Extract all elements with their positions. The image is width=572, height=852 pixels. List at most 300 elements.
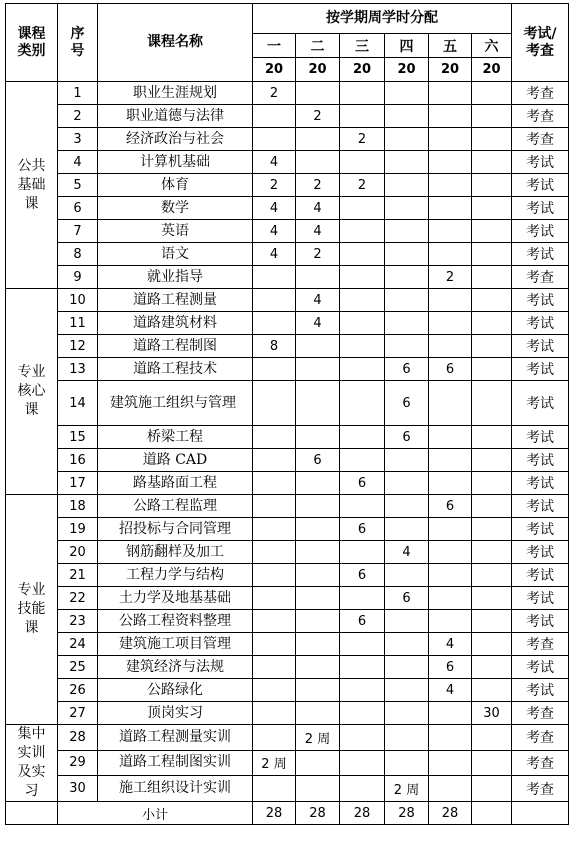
exam-type: 考试: [512, 610, 569, 633]
weekly-hours-cell: [472, 220, 512, 243]
table-row: [6, 197, 569, 220]
weekly-hours-cell: 4: [296, 220, 340, 243]
course-number: 13: [58, 358, 98, 381]
weekly-hours-cell: [340, 702, 385, 725]
weekly-hours-cell: 4: [385, 541, 429, 564]
weekly-hours-cell: 2: [340, 174, 385, 197]
weekly-hours-cell: [472, 518, 512, 541]
exam-type: 考查: [512, 128, 569, 151]
weekly-hours-cell: [340, 381, 385, 426]
semester-weeks: 20: [340, 58, 385, 82]
semester-header: 一: [253, 34, 296, 58]
weekly-hours-cell: 2: [429, 266, 472, 289]
course-name: 公路工程资料整理: [98, 610, 253, 633]
weekly-hours-cell: [429, 426, 472, 449]
weekly-hours-cell: 8: [253, 335, 296, 358]
weekly-hours-cell: [340, 105, 385, 128]
weekly-hours-cell: 4: [253, 151, 296, 174]
exam-type: 考试: [512, 381, 569, 426]
weekly-hours-cell: [385, 472, 429, 495]
weekly-hours-cell: [253, 725, 296, 751]
weekly-hours-cell: [429, 776, 472, 802]
subtotal-hours: 28: [385, 802, 429, 825]
table-row: [6, 702, 569, 725]
course-number: 19: [58, 518, 98, 541]
weekly-hours-cell: 4: [253, 220, 296, 243]
header-semester-group: 按学期周学时分配: [253, 4, 512, 34]
header-seq-label: 序号: [70, 25, 85, 59]
semester-weeks: 20: [472, 58, 512, 82]
weekly-hours-cell: [472, 289, 512, 312]
weekly-hours-cell: [296, 472, 340, 495]
course-name: 职业生涯规划: [98, 82, 253, 105]
weekly-hours-cell: [340, 358, 385, 381]
weekly-hours-cell: 30: [472, 702, 512, 725]
table-row: [6, 105, 569, 128]
weekly-hours-cell: [429, 197, 472, 220]
weekly-hours-cell: [472, 610, 512, 633]
weekly-hours-cell: [429, 151, 472, 174]
weekly-hours-cell: 4: [253, 197, 296, 220]
exam-type: 考试: [512, 518, 569, 541]
course-name: 建筑施工项目管理: [98, 633, 253, 656]
weekly-hours-cell: [385, 266, 429, 289]
table-row: [6, 128, 569, 151]
table-row: [6, 82, 569, 105]
weekly-hours-cell: [385, 174, 429, 197]
weekly-hours-cell: 2: [296, 174, 340, 197]
table-row: [6, 656, 569, 679]
weekly-hours-cell: [340, 541, 385, 564]
table-row: [6, 633, 569, 656]
category-label: 专业核心课: [17, 364, 46, 418]
course-name: 建筑经济与法规: [98, 656, 253, 679]
table-row: [6, 472, 569, 495]
weekly-hours-cell: [296, 151, 340, 174]
exam-type: 考试: [512, 243, 569, 266]
exam-type: 考查: [512, 725, 569, 751]
course-number: 24: [58, 633, 98, 656]
weekly-hours-cell: [253, 449, 296, 472]
weekly-hours-cell: [472, 426, 512, 449]
subtotal-label: 小计: [58, 802, 253, 825]
weekly-hours-cell: [472, 105, 512, 128]
course-name: 招投标与合同管理: [98, 518, 253, 541]
semester-header: 四: [385, 34, 429, 58]
weekly-hours-cell: [296, 564, 340, 587]
weekly-hours-cell: [296, 381, 340, 426]
weekly-hours-cell: [385, 518, 429, 541]
header-category-label: 课程类别: [17, 25, 46, 59]
course-name: 道路建筑材料: [98, 312, 253, 335]
table-row: [6, 426, 569, 449]
table-row: [6, 243, 569, 266]
weekly-hours-cell: [385, 702, 429, 725]
weekly-hours-cell: [429, 587, 472, 610]
weekly-hours-cell: 2 周: [296, 725, 340, 751]
weekly-hours-cell: 2 周: [385, 776, 429, 802]
weekly-hours-cell: [340, 587, 385, 610]
semester-weeks: 20: [253, 58, 296, 82]
weekly-hours-cell: [385, 750, 429, 776]
semester-header: 二: [296, 34, 340, 58]
weekly-hours-cell: [253, 105, 296, 128]
subtotal-hours: 28: [340, 802, 385, 825]
exam-type: 考查: [512, 105, 569, 128]
weekly-hours-cell: [340, 289, 385, 312]
weekly-hours-cell: [296, 82, 340, 105]
header-category: [6, 4, 58, 82]
weekly-hours-cell: [429, 174, 472, 197]
category-cell: [6, 82, 58, 289]
header-row-1: [6, 4, 569, 34]
exam-type: 考试: [512, 335, 569, 358]
weekly-hours-cell: [472, 679, 512, 702]
weekly-hours-cell: [253, 128, 296, 151]
weekly-hours-cell: 2: [296, 243, 340, 266]
weekly-hours-cell: [472, 776, 512, 802]
course-number: 6: [58, 197, 98, 220]
weekly-hours-cell: [472, 564, 512, 587]
course-number: 25: [58, 656, 98, 679]
course-name: 英语: [98, 220, 253, 243]
weekly-hours-cell: [472, 82, 512, 105]
course-number: 30: [58, 776, 98, 802]
weekly-hours-cell: [472, 266, 512, 289]
weekly-hours-cell: [296, 495, 340, 518]
table-row: [6, 449, 569, 472]
weekly-hours-cell: [340, 449, 385, 472]
weekly-hours-cell: [340, 495, 385, 518]
exam-type: 考试: [512, 472, 569, 495]
weekly-hours-cell: [253, 358, 296, 381]
course-number: 14: [58, 381, 98, 426]
weekly-hours-cell: [472, 312, 512, 335]
course-name: 工程力学与结构: [98, 564, 253, 587]
course-name: 道路工程测量实训: [98, 725, 253, 751]
weekly-hours-cell: [472, 750, 512, 776]
weekly-hours-cell: [429, 289, 472, 312]
course-name: 钢筋翻样及加工: [98, 541, 253, 564]
weekly-hours-cell: [385, 679, 429, 702]
weekly-hours-cell: [429, 243, 472, 266]
weekly-hours-cell: [385, 220, 429, 243]
weekly-hours-cell: [472, 541, 512, 564]
weekly-hours-cell: [385, 197, 429, 220]
weekly-hours-cell: 6: [385, 587, 429, 610]
weekly-hours-cell: [296, 633, 340, 656]
weekly-hours-cell: [385, 449, 429, 472]
weekly-hours-cell: [340, 656, 385, 679]
weekly-hours-cell: [429, 312, 472, 335]
table-row: [6, 220, 569, 243]
weekly-hours-cell: 2: [253, 174, 296, 197]
weekly-hours-cell: [472, 174, 512, 197]
course-name: 路基路面工程: [98, 472, 253, 495]
weekly-hours-cell: [253, 776, 296, 802]
table-row: [6, 358, 569, 381]
weekly-hours-cell: [253, 312, 296, 335]
course-number: 9: [58, 266, 98, 289]
exam-type: 考试: [512, 220, 569, 243]
weekly-hours-cell: [429, 518, 472, 541]
exam-type: 考试: [512, 679, 569, 702]
course-number: 11: [58, 312, 98, 335]
weekly-hours-cell: [385, 564, 429, 587]
weekly-hours-cell: [340, 725, 385, 751]
course-number: 16: [58, 449, 98, 472]
weekly-hours-cell: [253, 679, 296, 702]
category-label: 公共基础课: [17, 157, 46, 212]
weekly-hours-cell: [296, 335, 340, 358]
weekly-hours-cell: 6: [340, 564, 385, 587]
table-body: [6, 4, 569, 825]
exam-type: 考试: [512, 151, 569, 174]
weekly-hours-cell: [385, 656, 429, 679]
course-name: 施工组织设计实训: [98, 776, 253, 802]
course-number: 12: [58, 335, 98, 358]
exam-type: 考查: [512, 776, 569, 802]
table-row: [6, 610, 569, 633]
weekly-hours-cell: 2: [253, 82, 296, 105]
course-name: 就业指导: [98, 266, 253, 289]
course-schedule-table: [5, 3, 569, 825]
weekly-hours-cell: [472, 587, 512, 610]
weekly-hours-cell: [429, 750, 472, 776]
course-number: 29: [58, 750, 98, 776]
weekly-hours-cell: 2: [340, 128, 385, 151]
weekly-hours-cell: 6: [385, 381, 429, 426]
weekly-hours-cell: [472, 633, 512, 656]
weekly-hours-cell: [429, 105, 472, 128]
weekly-hours-cell: [253, 702, 296, 725]
course-name: 建筑施工组织与管理: [98, 381, 253, 426]
category-cell: [6, 495, 58, 725]
header-exam-label: 考试/考查: [523, 25, 557, 59]
weekly-hours-cell: [472, 381, 512, 426]
weekly-hours-cell: [340, 243, 385, 266]
semester-weeks: 20: [429, 58, 472, 82]
weekly-hours-cell: [253, 495, 296, 518]
weekly-hours-cell: [296, 702, 340, 725]
weekly-hours-cell: [340, 633, 385, 656]
weekly-hours-cell: [340, 312, 385, 335]
course-name: 体育: [98, 174, 253, 197]
course-name: 职业道德与法律: [98, 105, 253, 128]
header-course-name: 课程名称: [98, 4, 253, 82]
semester-header: 六: [472, 34, 512, 58]
weekly-hours-cell: [472, 358, 512, 381]
weekly-hours-cell: [429, 82, 472, 105]
weekly-hours-cell: [296, 128, 340, 151]
weekly-hours-cell: 6: [429, 495, 472, 518]
weekly-hours-cell: 6: [340, 472, 385, 495]
exam-type: 考查: [512, 82, 569, 105]
weekly-hours-cell: 6: [296, 449, 340, 472]
table-row: [6, 335, 569, 358]
weekly-hours-cell: [385, 633, 429, 656]
weekly-hours-cell: 2 周: [253, 750, 296, 776]
course-name: 道路工程技术: [98, 358, 253, 381]
category-cell: [6, 725, 58, 802]
semester-weeks: 20: [385, 58, 429, 82]
course-number: 5: [58, 174, 98, 197]
weekly-hours-cell: [472, 335, 512, 358]
weekly-hours-cell: [385, 243, 429, 266]
weekly-hours-cell: [385, 151, 429, 174]
subtotal-hours: 28: [429, 802, 472, 825]
table-row: [6, 587, 569, 610]
weekly-hours-cell: 4: [253, 243, 296, 266]
weekly-hours-cell: [472, 197, 512, 220]
weekly-hours-cell: 4: [296, 289, 340, 312]
exam-type: 考试: [512, 358, 569, 381]
course-number: 22: [58, 587, 98, 610]
table-row: [6, 725, 569, 751]
table-row: [6, 776, 569, 802]
course-number: 10: [58, 289, 98, 312]
semester-weeks: 20: [296, 58, 340, 82]
weekly-hours-cell: [340, 220, 385, 243]
weekly-hours-cell: [296, 426, 340, 449]
weekly-hours-cell: 6: [385, 358, 429, 381]
exam-type: 考试: [512, 197, 569, 220]
course-number: 23: [58, 610, 98, 633]
weekly-hours-cell: [385, 495, 429, 518]
weekly-hours-cell: 6: [429, 656, 472, 679]
course-number: 15: [58, 426, 98, 449]
weekly-hours-cell: 6: [385, 426, 429, 449]
weekly-hours-cell: [296, 679, 340, 702]
course-name: 土力学及地基基础: [98, 587, 253, 610]
course-number: 4: [58, 151, 98, 174]
subtotal-blank: [6, 802, 58, 825]
weekly-hours-cell: [296, 610, 340, 633]
weekly-hours-cell: [385, 335, 429, 358]
exam-type: 考试: [512, 312, 569, 335]
weekly-hours-cell: [253, 541, 296, 564]
exam-type: 考查: [512, 702, 569, 725]
table-row: [6, 679, 569, 702]
weekly-hours-cell: [472, 449, 512, 472]
weekly-hours-cell: [253, 472, 296, 495]
exam-type: 考试: [512, 564, 569, 587]
table-row: [6, 151, 569, 174]
course-name: 道路工程制图: [98, 335, 253, 358]
header-exam: [512, 4, 569, 82]
weekly-hours-cell: [296, 750, 340, 776]
weekly-hours-cell: [340, 266, 385, 289]
table-row: [6, 381, 569, 426]
course-number: 20: [58, 541, 98, 564]
weekly-hours-cell: [429, 128, 472, 151]
weekly-hours-cell: [472, 243, 512, 266]
category-label: 集中实训及实习: [17, 726, 46, 799]
weekly-hours-cell: [253, 633, 296, 656]
weekly-hours-cell: 6: [340, 610, 385, 633]
course-name: 公路工程监理: [98, 495, 253, 518]
weekly-hours-cell: [296, 518, 340, 541]
table-row: [6, 289, 569, 312]
course-number: 21: [58, 564, 98, 587]
header-seq: [58, 4, 98, 82]
subtotal-hours: [472, 802, 512, 825]
weekly-hours-cell: 2: [296, 105, 340, 128]
subtotal-row: [6, 802, 569, 825]
exam-type: 考查: [512, 750, 569, 776]
weekly-hours-cell: [296, 587, 340, 610]
table-row: [6, 518, 569, 541]
weekly-hours-cell: [429, 449, 472, 472]
course-number: 3: [58, 128, 98, 151]
exam-type: 考试: [512, 449, 569, 472]
course-name: 道路工程制图实训: [98, 750, 253, 776]
table-row: [6, 174, 569, 197]
course-name: 数学: [98, 197, 253, 220]
weekly-hours-cell: [340, 776, 385, 802]
weekly-hours-cell: [296, 541, 340, 564]
weekly-hours-cell: [472, 128, 512, 151]
weekly-hours-cell: [296, 358, 340, 381]
weekly-hours-cell: 4: [296, 197, 340, 220]
semester-header: 三: [340, 34, 385, 58]
weekly-hours-cell: [429, 220, 472, 243]
weekly-hours-cell: [253, 381, 296, 426]
table-row: [6, 312, 569, 335]
weekly-hours-cell: [429, 564, 472, 587]
course-number: 26: [58, 679, 98, 702]
course-name: 计算机基础: [98, 151, 253, 174]
table-row: [6, 495, 569, 518]
weekly-hours-cell: [429, 610, 472, 633]
weekly-hours-cell: [340, 750, 385, 776]
weekly-hours-cell: [253, 518, 296, 541]
subtotal-hours: 28: [296, 802, 340, 825]
weekly-hours-cell: [385, 312, 429, 335]
weekly-hours-cell: [253, 610, 296, 633]
course-number: 18: [58, 495, 98, 518]
weekly-hours-cell: 4: [429, 633, 472, 656]
exam-type: 考试: [512, 174, 569, 197]
weekly-hours-cell: [472, 656, 512, 679]
course-name: 公路绿化: [98, 679, 253, 702]
semester-header: 五: [429, 34, 472, 58]
weekly-hours-cell: [340, 335, 385, 358]
weekly-hours-cell: [340, 426, 385, 449]
exam-type: 考试: [512, 587, 569, 610]
weekly-hours-cell: [253, 289, 296, 312]
weekly-hours-cell: [340, 197, 385, 220]
weekly-hours-cell: [429, 381, 472, 426]
category-cell: [6, 289, 58, 495]
weekly-hours-cell: [296, 266, 340, 289]
course-name: 道路工程测量: [98, 289, 253, 312]
course-number: 1: [58, 82, 98, 105]
course-number: 7: [58, 220, 98, 243]
course-number: 17: [58, 472, 98, 495]
weekly-hours-cell: [429, 702, 472, 725]
table-row: [6, 564, 569, 587]
weekly-hours-cell: [253, 266, 296, 289]
exam-type: 考试: [512, 289, 569, 312]
weekly-hours-cell: [253, 656, 296, 679]
weekly-hours-cell: [472, 151, 512, 174]
weekly-hours-cell: 6: [340, 518, 385, 541]
weekly-hours-cell: [385, 82, 429, 105]
weekly-hours-cell: [385, 610, 429, 633]
subtotal-exam: [512, 802, 569, 825]
weekly-hours-cell: [385, 725, 429, 751]
